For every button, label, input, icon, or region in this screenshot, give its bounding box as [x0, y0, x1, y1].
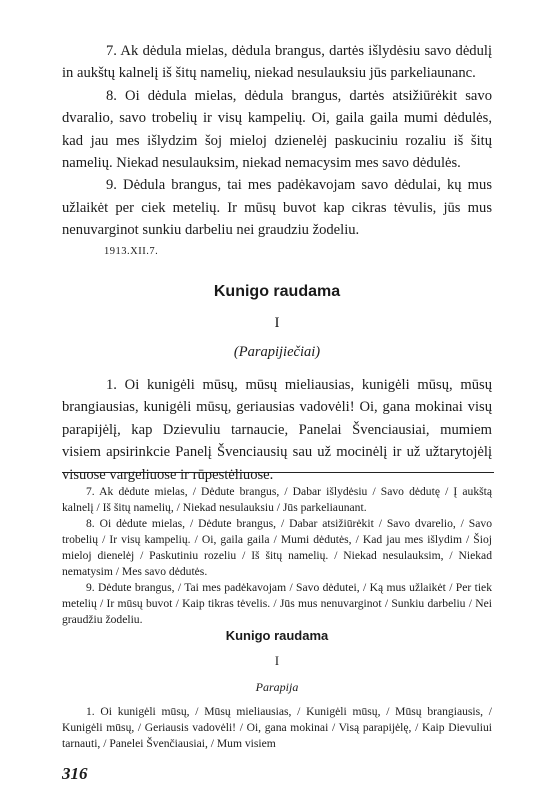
lament-paragraph-1: 1. Oi kunigėli mūsų, mūsų mieliausias, kunigėli mūsų, mūsų brangiausias, kunigėli mūsų, geriausias vadovėli! Oi, gana mokinai visų parapijėlį, kap Dzievuliu tarnaucie, Panelai Švenciausiai, mumiem visiem apsirinkcie Panelį Švenciausių sau už mocinėlį ir už užtarytojėlį visuose vargeliuose ir rūpestėliuose.: [62, 377, 492, 483]
paragraph-7: 7. Ak dėdula mielas, dėdula brangus, dartės išlydėsiu savo dėdulį in aukštų kalnelį iš šitų namelių, niekad nesulauksiu jūs parkeliaunanc.: [62, 43, 492, 82]
paragraph-9: 9. Dėdula brangus, tai mes padėkavojam savo dėdulai, kų mus užlaikėt per ciek metelių. Ir mūsų buvot kap cikras tėvulis, jūs mus nenuvarginot sunkiu darbeliu nei graudziu žodeliu.: [62, 177, 492, 239]
standardized-section-title: Kunigo raudama: [225, 628, 329, 643]
section-subtitle: (Parapijiečiai): [233, 344, 321, 360]
standardized-text-block: [62, 484, 492, 628]
footnote-9: 9. Dėdute brangus, / Tai mes padėkavojam / Savo dėdutei, / Ką mus užlaikėt / Per tiek metelių / Ir mūsų buvot / Kaip tikras tėvelis. / Jūs mus nenuvarginot / Sunkiu darbeliu / Nei graudžiu žodeliu.: [62, 581, 492, 626]
lament-text-block: [62, 374, 492, 486]
paragraph-8: 8. Oi dėdula mielas, dėdula brangus, dartės atsižiūrėkit savo dvaralio, savo trobelių ir visų kampelių. Oi, gaila gaila mumi dėdulės, kad jau mes išlydzim šoj mieloj dzienelėj paskuciniu rozaliu iš šitų namelių. Niekad nesulauksim, niekad nemacysim mes savo dėdulės.: [62, 87, 492, 172]
standardized-subtitle: Parapija: [255, 680, 299, 694]
footnote-8: 8. Oi dėdute mielas, / Dėdute brangus, / Dabar atsižiūrėkit / Savo dvarelio, / Savo trobelių / Ir visų kampelių. / Oi, gaila gaila / Mumi dėdutės, / Kad jau mes išlydim / Šioj mieloj dienelėj / Paskutiniu rozeliu / Iš šitų namelių. / Niekad nesulauksim, / Niekad nematysim / Mes savo dėdutės.: [62, 517, 492, 578]
divider-rule: [62, 472, 494, 473]
footnote-7: 7. Ak dėdute mielas, / Dėdute brangus, / Dabar išlydėsiu / Savo dėdutę / Į aukštą kalnelį / Iš šitų namelių, / Niekad nesulauksiu / Jūs parkeliaunant.: [62, 485, 492, 514]
standardized-paragraph-1: 1. Oi kunigėli mūsų, / Mūsų mieliausias, / Kunigėli mūsų, / Mūsų brangiausis, / Kunigėli mūsų, / Geriausis vadovėli! / Oi, gana mokinai / Visą parapijėlę, / Kaip Dievuliui tarnauti, / Panelei Švenčiausiai, / Mum visiem: [62, 705, 492, 750]
section-title: Kunigo raudama: [213, 283, 341, 300]
page-number: 316: [62, 764, 88, 783]
part-number: I: [274, 315, 280, 331]
standardized-part-number: I: [274, 654, 280, 668]
date-line: 1913.XII.7.: [104, 246, 159, 257]
standardized-lament-block: [62, 704, 492, 752]
dialect-text-block: [62, 40, 492, 242]
